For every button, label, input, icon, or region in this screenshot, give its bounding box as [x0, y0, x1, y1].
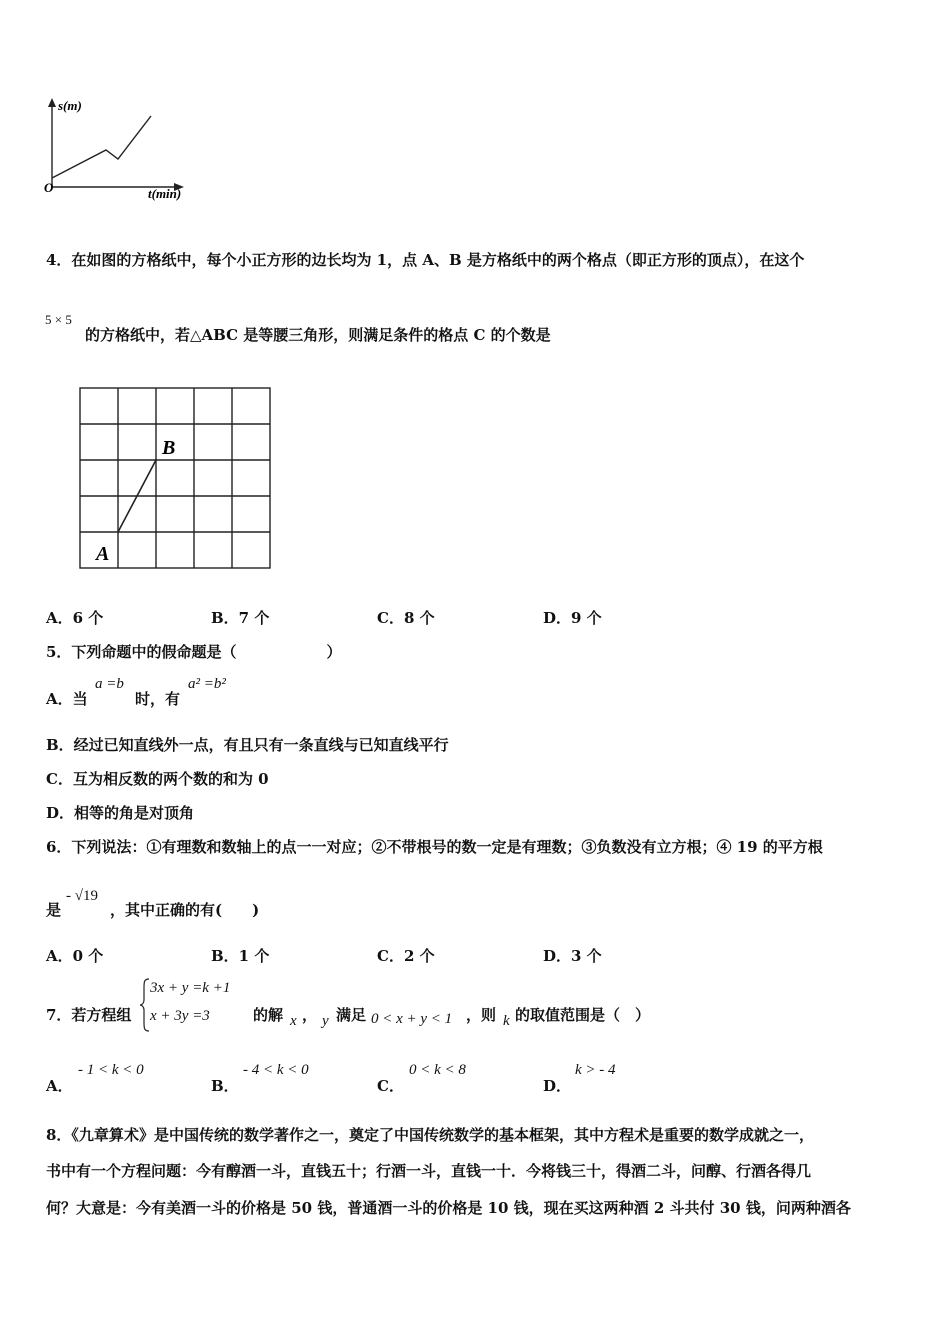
- q7-option-c-expr: 0 < k < 8: [409, 1062, 466, 1078]
- q4-line2: 的方格纸中，若△ABC 是等腰三角形，则满足条件的格点 C 的个数是: [85, 326, 551, 344]
- q7-var-y: y: [322, 1013, 329, 1029]
- q4-grid-size: 5 × 5: [45, 312, 72, 327]
- point-a-label: A: [96, 543, 110, 565]
- origin-label: O: [44, 180, 54, 195]
- q6-root-expression: - √19: [66, 888, 98, 904]
- q5-option-a-mid: 时，有: [135, 690, 181, 708]
- q4-option-d: D．9 个: [543, 609, 602, 627]
- q7-mid1: 的解: [253, 1006, 284, 1024]
- q5-option-a-result: a² =b²: [188, 676, 226, 692]
- q7-var-k: k: [503, 1013, 510, 1029]
- graph-curve: [52, 116, 151, 178]
- q8-line1: 8．《九章算术》是中国传统的数学著作之一，奠定了中国传统数学的基本框架，其中方程术是重要的数学成就之一，: [46, 1126, 814, 1144]
- distance-time-graph: [38, 92, 198, 207]
- point-b-label: B: [162, 437, 176, 459]
- q5-stem: 5．下列命题中的假命题是（ ）: [46, 643, 342, 661]
- q4-option-a: A．6 个: [46, 609, 104, 627]
- x-axis-label: t(min): [148, 186, 182, 201]
- q7-option-c-letter: C．: [377, 1077, 404, 1095]
- q6-line2-prefix: 是: [46, 901, 62, 919]
- q7-suffix: 的取值范围是（ ）: [515, 1006, 651, 1024]
- q6-line2-suffix: ，其中正确的有( ): [110, 901, 260, 919]
- q7-mid2: 满足: [336, 1006, 367, 1024]
- q7-var-x: x: [290, 1013, 297, 1029]
- q7-option-a-letter: A．: [46, 1077, 73, 1095]
- q4-option-b: B．7 个: [211, 609, 270, 627]
- q7-equation-2: x + 3y =3: [150, 1008, 210, 1024]
- q5-option-c: C．互为相反数的两个数的和为 0: [46, 770, 269, 788]
- q5-option-d: D．相等的角是对顶角: [46, 804, 195, 822]
- q7-prefix: 7．若方程组: [46, 1006, 132, 1024]
- q7-option-a-expr: - 1 < k < 0: [78, 1062, 144, 1078]
- q6-option-c: C．2 个: [377, 947, 435, 965]
- q6-option-b: B．1 个: [211, 947, 270, 965]
- q6-option-d: D．3 个: [543, 947, 602, 965]
- q7-condition: 0 < x + y < 1: [371, 1011, 453, 1027]
- grid-lines: [80, 388, 270, 568]
- y-axis-arrow: [48, 98, 56, 107]
- q4-line1: 4．在如图的方格纸中，每个小正方形的边长均为 1，点 A、B 是方格纸中的两个格点（即正方形的顶点），在这个: [46, 251, 805, 269]
- q6-line1: 6．下列说法：①有理数和数轴上的点一一对应；②不带根号的数一定是有理数；③负数没有立方根；④ 19 的平方根: [46, 838, 823, 856]
- q8-line3: 何？大意是：今有美酒一斗的价格是 50 钱，普通酒一斗的价格是 10 钱，现在买这两种酒 2 斗共付 30 钱，问两种酒各: [46, 1199, 851, 1217]
- q5-option-b: B．经过已知直线外一点，有且只有一条直线与已知直线平行: [46, 736, 449, 754]
- grid-figure: [70, 380, 330, 575]
- q7-mid3: ，则: [466, 1006, 497, 1024]
- q5-option-a-prefix: A．当: [46, 690, 88, 708]
- q5-option-a-condition: a =b: [95, 676, 124, 692]
- q6-option-a: A．0 个: [46, 947, 104, 965]
- y-axis-label: s(m): [58, 98, 82, 113]
- q7-equation-1: 3x + y =k +1: [150, 980, 231, 996]
- q7-option-b-letter: B．: [211, 1077, 239, 1095]
- q7-option-d-expr: k > - 4: [575, 1062, 616, 1078]
- q4-option-c: C．8 个: [377, 609, 435, 627]
- q7-comma: ，: [302, 1006, 318, 1024]
- q7-option-d-letter: D．: [543, 1077, 572, 1095]
- q8-line2: 书中有一个方程问题：今有醇酒一斗，直钱五十；行酒一斗，直钱一十．今将钱三十，得酒二斗，问醇、行酒各得几: [46, 1162, 812, 1180]
- q7-option-b-expr: - 4 < k < 0: [243, 1062, 309, 1078]
